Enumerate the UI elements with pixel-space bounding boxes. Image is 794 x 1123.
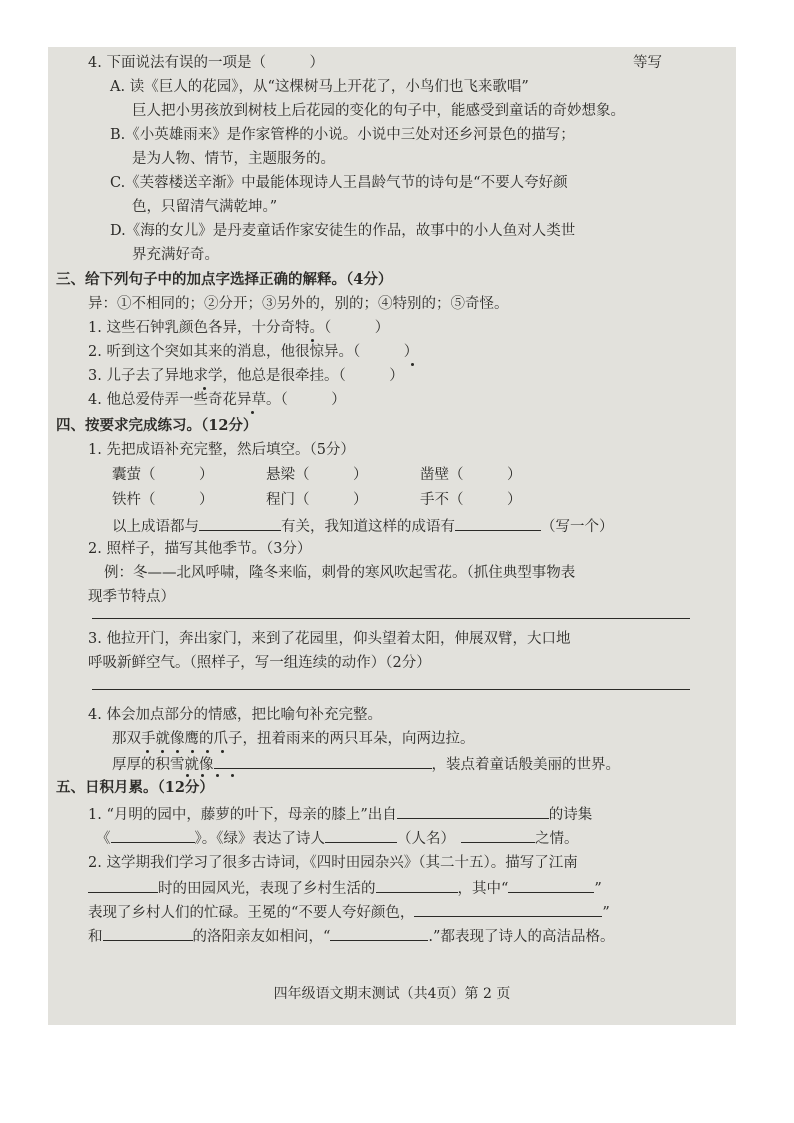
section-5-q2-line4	[88, 925, 614, 947]
poet-name-blank[interactable]	[325, 827, 397, 843]
q4-stem-tail: 等写	[633, 55, 662, 71]
q2-text-f: ”	[602, 905, 610, 921]
poem-line-blank-3[interactable]	[330, 925, 428, 941]
q4-option-a-line1: A. 读《巨人的花园》，从“这棵树马上开花了，小鸟们也飞来歌唱”	[110, 79, 529, 95]
exam-page	[48, 47, 736, 1025]
section-4-title: 四、按要求完成练习。（12分）	[56, 417, 258, 434]
q4-option-a-line2: 巨人把小男孩放到树枝上后花园的变化的句子中，能感受到童话的奇妙想象。	[132, 103, 625, 119]
q1-text-e: （人名）	[397, 831, 455, 847]
emphasis-dot	[411, 363, 414, 366]
idiom-topic-blank[interactable]	[199, 515, 281, 531]
idiom-1: 囊萤（ ）	[112, 467, 214, 483]
section-4-q4-example: 那双手就像鹰的爪子，扭着雨来的两只耳朵，向两边拉。	[112, 731, 475, 747]
idiom-6: 手不（ ）	[420, 492, 522, 508]
emphasis-dot	[251, 411, 254, 414]
idiom-fill-text-c: （写一个）	[541, 519, 614, 535]
q2-text-d: ”	[594, 881, 602, 897]
emphasis-dot	[231, 774, 234, 777]
q4-option-d-line1: D.《海的女儿》是丹麦童话作家安徒生的作品，故事中的小人鱼对人类世	[110, 223, 576, 239]
q2-text-b: 时的田园风光，表现了乡村生活的	[158, 881, 376, 897]
q4-option-d-line2: 界充满好奇。	[132, 247, 219, 263]
idiom-fill-text-b: 有关，我知道这样的成语有	[281, 519, 455, 535]
q4-option-c-line1: C.《芙蓉楼送辛渐》中最能体现诗人王昌龄气节的诗句是“不要人夸好颜	[110, 175, 568, 191]
q1-text-d: 》。《绿》表达了诗人	[194, 831, 325, 847]
q1-text-b: 的诗集	[548, 807, 593, 823]
section-3-item-2: 2. 听到这个突如其来的消息，他很惊异。（ ）	[88, 344, 419, 360]
idiom-3: 凿壁（ ）	[420, 467, 522, 483]
section-4-q4-fill-line	[112, 753, 620, 775]
section-4-q3-line2: 呼吸新鲜空气。（照样子，写一组连续的动作）（2分）	[88, 655, 431, 671]
section-4-q3-line1: 3. 他拉开门，奔出家门，来到了花园里，仰头望着太阳，伸展双臂，大口地	[88, 631, 571, 647]
section-5-q2-line3	[88, 901, 610, 923]
poem-line-blank-2[interactable]	[103, 925, 193, 941]
q4-option-b-line1: B.《小英雄雨来》是作家管桦的小说。小说中三处对还乡河景色的描写；	[110, 127, 575, 143]
idiom-2: 悬梁（ ）	[266, 467, 368, 483]
q4-fill-text-b: ，装点着童话般美丽的世界。	[431, 757, 620, 773]
page-footer: 四年级语文期末测试（共4页）第 2 页	[273, 986, 511, 1002]
section-4-q1: 1. 先把成语补充完整，然后填空。（5分）	[88, 442, 355, 458]
q4-option-b-line2: 是为人物、情节，主题服务的。	[132, 151, 335, 167]
section-5-title: 五、日积月累。（12分）	[56, 779, 214, 796]
section-4-q2-example-1: 例：冬——北风呼啸，隆冬来临，刺骨的寒风吹起雪花。（抓住典型事物表	[104, 565, 576, 581]
section-3-item-3: 3. 儿子去了异地求学，他总是很牵挂。（ ）	[88, 368, 404, 384]
life-blank[interactable]	[376, 877, 458, 893]
section-3-item-4: 4. 他总爱侍弄一些奇花异草。（ ）	[88, 392, 346, 408]
q4-option-c-line2: 色，只留清气满乾坤。”	[132, 199, 278, 215]
section-3-item-1: 1. 这些石钟乳颜色各异，十分奇特。（ ）	[88, 320, 390, 336]
idiom-fill-text-a: 以上成语都与	[112, 519, 199, 535]
idiom-fill-line	[112, 515, 614, 537]
author-blank[interactable]	[397, 803, 549, 819]
idiom-4: 铁杵（ ）	[112, 492, 214, 508]
feeling-blank[interactable]	[461, 827, 535, 843]
q2-text-i: .”都表现了诗人的高洁品格。	[428, 929, 615, 945]
q1-text-c: 《	[96, 831, 111, 847]
section-4-q4: 4. 体会加点部分的情感，把比喻句补充完整。	[88, 707, 382, 723]
section-3-title: 三、给下列句子中的加点字选择正确的解释。（4分）	[56, 271, 393, 288]
answer-line[interactable]	[92, 618, 690, 619]
collection-blank[interactable]	[111, 827, 195, 843]
q2-text-g: 和	[88, 929, 103, 945]
season-blank[interactable]	[88, 877, 158, 893]
q2-text-h: 的洛阳亲友如相问，“	[192, 929, 331, 945]
emphasis-dot	[203, 387, 206, 390]
emphasis-dot	[216, 774, 219, 777]
emphasis-dot	[186, 774, 189, 777]
section-4-q2: 2. 照样子，描写其他季节。（3分）	[88, 541, 312, 557]
q4-stem: 4. 下面说法有误的一项是（ ）	[88, 55, 324, 71]
q1-text-a: 1. “月明的园中，藤萝的叶下，母亲的膝上”出自	[88, 807, 397, 823]
section-5-q1-line1	[88, 803, 592, 825]
verse-blank[interactable]	[508, 877, 594, 893]
section-4-q2-example-2: 现季节特点）	[88, 589, 175, 605]
q1-text-f: 之情。	[535, 831, 579, 847]
q4-fill-text-a: 厚厚的积雪就像	[112, 757, 214, 773]
emphasis-dot	[201, 774, 204, 777]
emphasis-dot	[311, 339, 314, 342]
idiom-example-blank[interactable]	[455, 515, 541, 531]
section-3-options: 异：①不相同的；②分开；③另外的，别的；④特别的；⑤奇怪。	[88, 296, 509, 312]
section-5-q2-line2	[88, 877, 602, 899]
idiom-5: 程门（ ）	[266, 492, 368, 508]
q2-text-c: ，其中“	[457, 881, 509, 897]
q2-text-e: 表现了乡村人们的忙碌。王冕的“不要人夸好颜色，	[88, 905, 415, 921]
section-5-q1-line2	[96, 827, 579, 849]
answer-line[interactable]	[92, 689, 690, 690]
section-5-q2-line1: 2. 这学期我们学习了很多古诗词，《四时田园杂兴》（其二十五）。描写了江南	[88, 855, 578, 871]
simile-blank[interactable]	[214, 753, 432, 769]
poem-line-blank[interactable]	[414, 901, 602, 917]
